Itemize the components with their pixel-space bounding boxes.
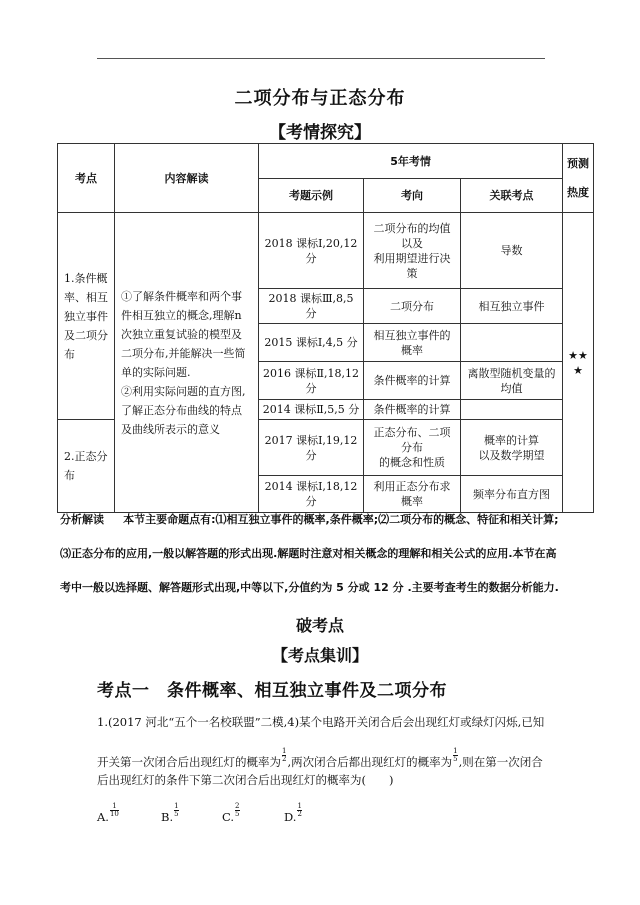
guanlian-cell — [461, 420, 563, 476]
kaodian-1-line: 布 — [64, 347, 75, 361]
shili-cell — [259, 476, 364, 513]
guanlian-line: 以及数学期望 — [478, 448, 545, 462]
guanlian-line: 离散型随机变量的 — [467, 366, 556, 380]
content-line: ①了解条件概率和两个事 — [121, 289, 242, 303]
hotness-cell — [563, 213, 594, 513]
shili-line: 分 — [305, 251, 317, 265]
th-kaoxiang: 考向 — [364, 179, 461, 213]
kaodian-1-line: 及二项分 — [64, 328, 108, 342]
kaoxiang-cell — [364, 420, 461, 476]
hotness-stars: ★★ — [568, 348, 588, 362]
kaodian-2-cell — [58, 420, 115, 513]
guanlian-cell — [461, 324, 563, 362]
kaoxiang-line: 以及 — [401, 236, 423, 250]
guanlian-line: 概率的计算 — [484, 433, 540, 447]
header-rule — [97, 58, 545, 59]
choice-c[interactable]: C. $\frac{2}{5}$ — [222, 802, 240, 824]
kaoxiang-line: 条件概率的计算 — [373, 374, 451, 387]
content-line: 二项分布,并能解决一些简 — [121, 346, 246, 360]
kaodian-2-line: 2.正态分 — [64, 450, 108, 463]
kaoxiang-line: 利用期望进行决 — [373, 251, 451, 265]
choice-a[interactable]: A. $\frac{1}{10}$ — [97, 802, 119, 824]
hotness-stars: ★ — [573, 363, 583, 377]
kaoxiang-line: 概率 — [401, 495, 423, 508]
analysis-line-3: 考中一般以选择题、解答题形式出现,中等以下,分值约为 5 分或 12 分 .主要考查考生的数据分析能力. — [60, 581, 559, 594]
content-cell — [115, 213, 259, 513]
section-subheading: 【考点集训】 — [271, 646, 368, 665]
fraction-one-fifth: $\frac{1}{5}$ — [453, 747, 458, 763]
kaodian-1-cell — [58, 213, 115, 420]
shili-line: 2015 课标Ⅰ,4,5 分 — [264, 336, 358, 349]
analysis-text-1: 本节主要命题点有:⑴相互独立事件的概率,条件概率;⑵二项分布的概念、特征和相关计算; — [123, 513, 559, 526]
shili-line: 分 — [305, 448, 317, 462]
shili-line: 分 — [305, 495, 317, 508]
shili-cell — [259, 362, 364, 400]
fraction-one-half: $\frac{1}{2}$ — [282, 747, 287, 763]
shili-line: 2016 课标Ⅱ,18,12 — [263, 366, 359, 380]
guanlian-cell — [461, 213, 563, 289]
question-line-2 — [97, 748, 543, 770]
kaoxiang-line: 利用正态分布求 — [373, 480, 451, 493]
shili-line: 2014 课标Ⅱ,5,5 分 — [262, 403, 360, 416]
kaoxiang-line: 二项分布 — [390, 299, 434, 313]
th-yuce — [563, 144, 594, 213]
guanlian-cell — [461, 476, 563, 513]
guanlian-line: 相互独立事件 — [478, 299, 545, 313]
shili-cell — [259, 324, 364, 362]
th-five-year: 5年考情 — [259, 144, 563, 179]
kaoxiang-line: 相互独立事件的 — [373, 328, 451, 342]
guanlian-cell — [461, 400, 563, 420]
kaodian-1-line: 率、相互 — [64, 290, 108, 304]
guanlian-line: 导数 — [500, 244, 523, 257]
shili-line: 2018 课标Ⅰ,20,12 — [264, 236, 358, 250]
section-subtitle: 【考情探究】 — [269, 123, 371, 143]
q-text-a: 开关第一次闭合后出现红灯的概率为 — [97, 754, 281, 769]
q-text-b: ,两次闭合后都出现红灯的概率为 — [287, 754, 453, 769]
th-neirong: 内容解读 — [115, 144, 259, 213]
kaoxiang-cell — [364, 362, 461, 400]
shili-cell — [259, 400, 364, 420]
exam-table — [57, 143, 594, 513]
kaoxiang-cell — [364, 400, 461, 420]
kaoxiang-line: 二项分布的均值 — [373, 221, 451, 235]
choice-b[interactable]: B. $\frac{1}{5}$ — [161, 802, 179, 824]
kaoxiang-line: 分布 — [401, 441, 423, 454]
content-line: 了解正态分布曲线的特点 — [121, 403, 242, 417]
question-line-3: 后出现红灯的条件下第二次闭合后出现红灯的概率为( ) — [97, 773, 394, 787]
kaoxiang-line: 概率 — [401, 343, 423, 357]
kaoxiang-line: 策 — [406, 266, 418, 280]
guanlian-line: 频率分布直方图 — [473, 487, 551, 501]
shili-cell — [259, 420, 364, 476]
shili-line: 2014 课标Ⅰ,18,12 — [264, 480, 358, 493]
guanlian-cell — [461, 362, 563, 400]
question-line-1: 1.(2017 河北“五个一名校联盟”二模,4)某个电路开关闭合后会出现红灯或绿灯闪烁,已知 — [97, 715, 545, 729]
page-title: 二项分布与正态分布 — [234, 88, 406, 109]
guanlian-line: 均值 — [500, 381, 523, 395]
q-text-c: ,则在第一次闭合 — [458, 754, 543, 769]
content-line: ②利用实际问题的直方图, — [121, 384, 246, 398]
th-guanlian: 关联考点 — [461, 179, 563, 213]
kaodian-2-line: 布 — [64, 469, 75, 482]
shili-cell — [259, 213, 364, 289]
kaoxiang-cell — [364, 476, 461, 513]
shili-line: 2017 课标Ⅰ,19,12 — [264, 433, 358, 447]
shili-cell — [259, 289, 364, 324]
kaoxiang-line: 的概念和性质 — [379, 456, 445, 469]
kaodian-1-line: 1.条件概 — [64, 271, 108, 285]
kaoxiang-cell — [364, 213, 461, 289]
th-yuce-line1: 预测 — [567, 157, 590, 170]
kaoxiang-line: 条件概率的计算 — [373, 403, 451, 416]
th-kaodian: 考点 — [58, 144, 115, 213]
kaoxiang-cell — [364, 324, 461, 362]
kaodian-heading: 考点一 条件概率、相互独立事件及二项分布 — [97, 681, 447, 701]
content-line: 次独立重复试验的模型及 — [121, 327, 242, 341]
kaoxiang-line: 正态分布、二项 — [373, 426, 451, 439]
content-line: 件相互独立的概念,理解n — [121, 308, 242, 322]
kaoxiang-cell — [364, 289, 461, 324]
choice-d[interactable]: D. $\frac{1}{2}$ — [284, 802, 302, 824]
guanlian-cell — [461, 289, 563, 324]
th-yuce-line2: 热度 — [567, 186, 590, 199]
analysis-line-1 — [60, 511, 600, 527]
th-kaoti: 考题示例 — [259, 179, 364, 213]
section-heading: 破考点 — [295, 616, 344, 635]
kaodian-1-line: 独立事件 — [64, 309, 108, 323]
shili-line: 2018 课标Ⅲ,8,5 分 — [268, 292, 354, 320]
analysis-label: 分析解读 — [60, 513, 104, 526]
content-line: 单的实际问题. — [121, 365, 191, 379]
content-line: 及曲线所表示的意义 — [121, 422, 220, 436]
analysis-line-2: ⑶正态分布的应用,一般以解答题的形式出现.解题时注意对相关概念的理解和相关公式的应用.本节在高 — [60, 547, 557, 560]
shili-line: 分 — [305, 381, 317, 395]
